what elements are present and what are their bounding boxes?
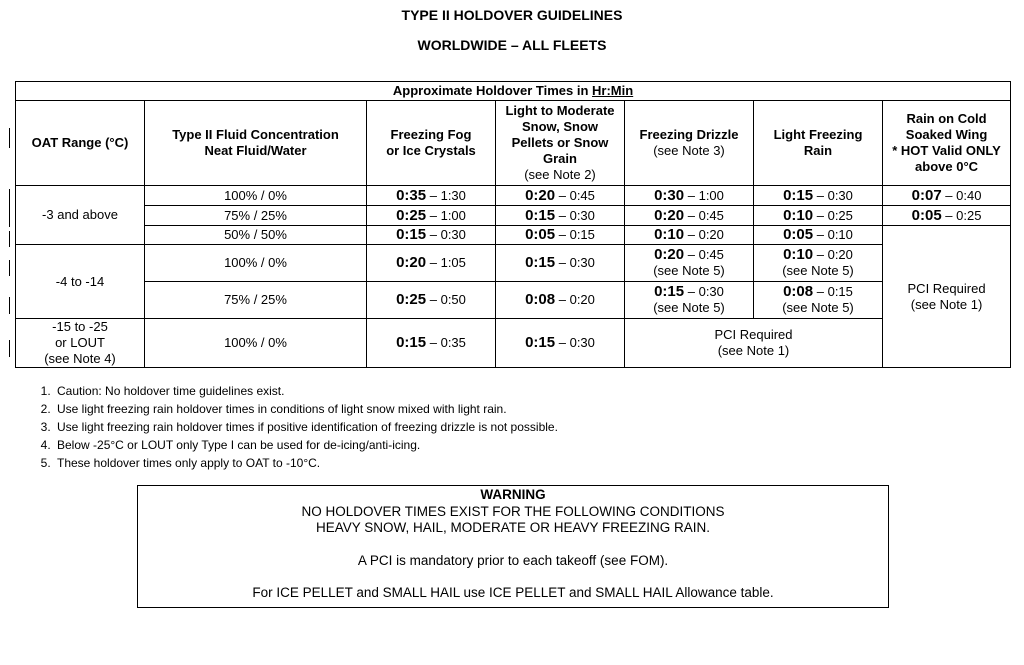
pci-required-cell: PCI Required (see Note 1) [883,226,1011,368]
revision-bar [9,260,10,276]
revision-bar [9,189,10,227]
hot-cell: 0:07 – 0:40 [883,186,1011,206]
hot-cell: 0:05 – 0:15 [496,226,625,245]
hot-cell: 0:20 – 1:05 [367,245,496,282]
page-subtitle: WORLDWIDE – ALL FLEETS [417,37,607,53]
hot-cell: 0:15 – 0:30 [496,245,625,282]
hot-cell: 0:05 – 0:10 [754,226,883,245]
notes-list [14,382,754,472]
hot-cell: 0:35 – 1:30 [367,186,496,206]
header-oat-range: OAT Range (°C) [16,101,145,186]
concentration-cell: 75% / 25% [145,282,367,319]
header-freezing-drizzle: Freezing Drizzle (see Note 3) [625,101,754,186]
note-item: 2. Use light freezing rain holdover times in conditions of light snow mixed with light rain. [54,400,754,418]
hot-cell: 0:08 – 0:20 [496,282,625,319]
table-caption: Approximate Holdover Times in Hr:Min [16,82,1011,101]
hot-cell: 0:25 – 1:00 [367,206,496,226]
holdover-table [15,81,1011,368]
note-item: 4. Below -25°C or LOUT only Type I can be used for de-icing/anti-icing. [54,436,754,454]
warning-line: HEAVY SNOW, HAIL, MODERATE OR HEAVY FREEZING RAIN. [315,520,711,535]
hot-cell: 0:20 – 0:45 (see Note 5) [625,245,754,282]
concentration-cell: 75% / 25% [145,206,367,226]
revision-bar [9,128,10,148]
warning-title: WARNING [480,487,546,502]
table-row [16,226,1011,245]
oat-group-cell: -4 to -14 [16,245,145,319]
revision-bar [9,297,10,314]
note-item: 3. Use light freezing rain holdover times if positive identification of freezing drizzle is not possible. [54,418,754,436]
header-freezing-fog: Freezing Fog or Ice Crystals [367,101,496,186]
hot-cell: 0:30 – 1:00 [625,186,754,206]
oat-group-cell: -3 and above [16,186,145,245]
header-fluid-concentration: Type II Fluid Concentration Neat Fluid/Water [145,101,367,186]
concentration-cell: 100% / 0% [145,319,367,368]
hot-cell: 0:15 – 0:30 (see Note 5) [625,282,754,319]
concentration-cell: 50% / 50% [145,226,367,245]
hot-cell: 0:20 – 0:45 [496,186,625,206]
table-row [16,282,1011,319]
hot-cell: 0:10 – 0:20 (see Note 5) [754,245,883,282]
warning-line: NO HOLDOVER TIMES EXIST FOR THE FOLLOWING CONDITIONS [301,503,725,519]
hot-cell: 0:10 – 0:20 [625,226,754,245]
note-item: 1. Caution: No holdover time guidelines exist. [54,382,754,400]
pci-required-cell: PCI Required (see Note 1) [625,319,883,368]
note-item: 5. These holdover times only apply to OAT to -10°C. [54,454,754,472]
concentration-cell: 100% / 0% [145,186,367,206]
hot-cell: 0:15 – 0:30 [754,186,883,206]
hot-cell: 0:15 – 0:30 [367,226,496,245]
header-snow: Light to Moderate Snow, Snow Pellets or Snow Grain (see Note 2) [496,101,625,186]
hot-cell: 0:25 – 0:50 [367,282,496,319]
warning-box [137,485,889,608]
warning-line: For ICE PELLET and SMALL HAIL use ICE PELLET and SMALL HAIL Allowance table. [252,585,774,600]
header-rain-cold-soaked-wing: Rain on Cold Soaked Wing * HOT Valid ONLY above 0°C [883,101,1011,186]
concentration-cell: 100% / 0% [145,245,367,282]
hot-cell: 0:15 – 0:35 [367,319,496,368]
hot-cell: 0:05 – 0:25 [883,206,1011,226]
table-caption-row [16,82,1011,101]
hot-cell: 0:15 – 0:30 [496,319,625,368]
header-light-freezing-rain: Light Freezing Rain [754,101,883,186]
oat-group-cell: -15 to -25 or LOUT (see Note 4) [16,319,145,368]
table-row [16,245,1011,282]
table-header-row [16,101,1011,186]
hot-cell: 0:10 – 0:25 [754,206,883,226]
table-row [16,186,1011,206]
table-row [16,319,1011,368]
table-row [16,206,1011,226]
hot-cell: 0:20 – 0:45 [625,206,754,226]
revision-bar [9,340,10,357]
page-title: TYPE II HOLDOVER GUIDELINES [401,7,623,23]
warning-line: A PCI is mandatory prior to each takeoff (see FOM). [357,552,669,568]
hot-cell: 0:15 – 0:30 [496,206,625,226]
revision-bar [9,231,10,247]
hot-cell: 0:08 – 0:15 (see Note 5) [754,282,883,319]
